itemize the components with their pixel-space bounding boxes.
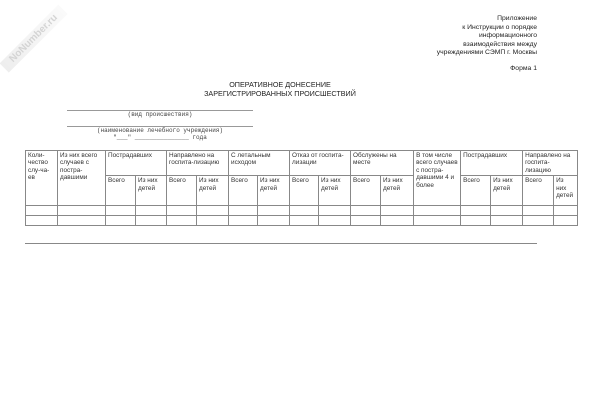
table-cell[interactable] (167, 206, 197, 216)
header-victims-2: Пострадавших (461, 151, 523, 176)
form-label: Форма 1 (510, 65, 537, 72)
table-cell[interactable] (491, 216, 523, 226)
table-cell[interactable] (197, 216, 229, 226)
table-cell[interactable] (229, 206, 258, 216)
subheader-children: Из них детей (319, 176, 351, 206)
subheader-total: Всего (523, 176, 554, 206)
bottom-divider (25, 243, 537, 244)
incident-type-caption: (вид происшествия) (127, 111, 193, 118)
header-hospitalized-2: Направлено на госпита-лизацию (523, 151, 578, 176)
subheader-total: Всего (106, 176, 136, 206)
table-cell[interactable] (106, 216, 136, 226)
table-cell[interactable] (414, 216, 461, 226)
table-cell[interactable] (554, 216, 578, 226)
appendix-line: информационного (478, 32, 537, 40)
header-fatal: С летальным исходом (229, 151, 290, 176)
table-cell[interactable] (381, 206, 414, 216)
title-line: ОПЕРАТИВНОЕ ДОНЕСЕНИЕ (229, 80, 331, 89)
table-cell[interactable] (167, 216, 197, 226)
table-cell[interactable] (229, 216, 258, 226)
table-cell[interactable] (554, 206, 578, 216)
header-count: Коли-чество слу-ча-ев (26, 151, 58, 206)
table-cell[interactable] (461, 216, 491, 226)
incident-report-table (25, 150, 578, 226)
subheader-children: Из них детей (554, 176, 578, 206)
subheader-total: Всего (167, 176, 197, 206)
table-cell[interactable] (461, 206, 491, 216)
subheader-children: Из них детей (197, 176, 229, 206)
table-cell[interactable] (136, 216, 167, 226)
appendix-note (437, 15, 537, 58)
subheader-children: Из них детей (258, 176, 290, 206)
table-cell[interactable] (523, 216, 554, 226)
date-field[interactable]: "___" _______________ года (113, 134, 207, 141)
header-victims: Пострадавших (106, 151, 167, 176)
table-cell[interactable] (26, 206, 58, 216)
table-cell[interactable] (523, 206, 554, 216)
table-cell[interactable] (351, 216, 381, 226)
watermark: NoNumber.ru (0, 4, 68, 72)
table-cell[interactable] (258, 206, 290, 216)
subheader-total: Всего (229, 176, 258, 206)
document-title (0, 81, 560, 98)
header-served: Обслужены на месте (351, 151, 414, 176)
table-cell[interactable] (381, 216, 414, 226)
appendix-line: Приложение (497, 15, 537, 22)
table-cell[interactable] (58, 206, 106, 216)
subheader-children: Из них детей (136, 176, 167, 206)
table-cell[interactable] (351, 206, 381, 216)
title-line: ЗАРЕГИСТРИРОВАННЫХ ПРОИСШЕСТВИЙ (204, 88, 356, 98)
appendix-line: взаимодействия между (463, 40, 537, 48)
header-refused: Отказ от госпита-лизации (290, 151, 351, 176)
header-four-plus: В том числе всего случаев с постра-давшими 4 и более (414, 151, 461, 206)
table-cell[interactable] (290, 216, 319, 226)
table-cell[interactable] (197, 206, 229, 216)
table-cell[interactable] (26, 216, 58, 226)
table-cell[interactable] (136, 206, 167, 216)
subheader-total: Всего (290, 176, 319, 206)
table-cell[interactable] (319, 206, 351, 216)
header-with-victims: Из них всего случаев с постра-давшими (58, 151, 106, 206)
subheader-total: Всего (461, 176, 491, 206)
table-cell[interactable] (290, 206, 319, 216)
appendix-line: учреждениями СЭМП г. Москвы (436, 49, 537, 57)
table-row (26, 216, 578, 226)
subheader-total: Всего (351, 176, 381, 206)
table-cell[interactable] (491, 206, 523, 216)
table-cell[interactable] (258, 216, 290, 226)
table-row (26, 206, 578, 216)
table-cell[interactable] (58, 216, 106, 226)
appendix-line: к Инструкции о порядке (462, 23, 537, 31)
table-cell[interactable] (106, 206, 136, 216)
table-cell[interactable] (319, 216, 351, 226)
subheader-children: Из них детей (381, 176, 414, 206)
header-hospitalized: Направлено на госпита-лизацию (167, 151, 229, 176)
table-cell[interactable] (414, 206, 461, 216)
institution-caption: (наименование лечебного учреждения) (96, 127, 224, 134)
subheader-children: Из них детей (491, 176, 523, 206)
